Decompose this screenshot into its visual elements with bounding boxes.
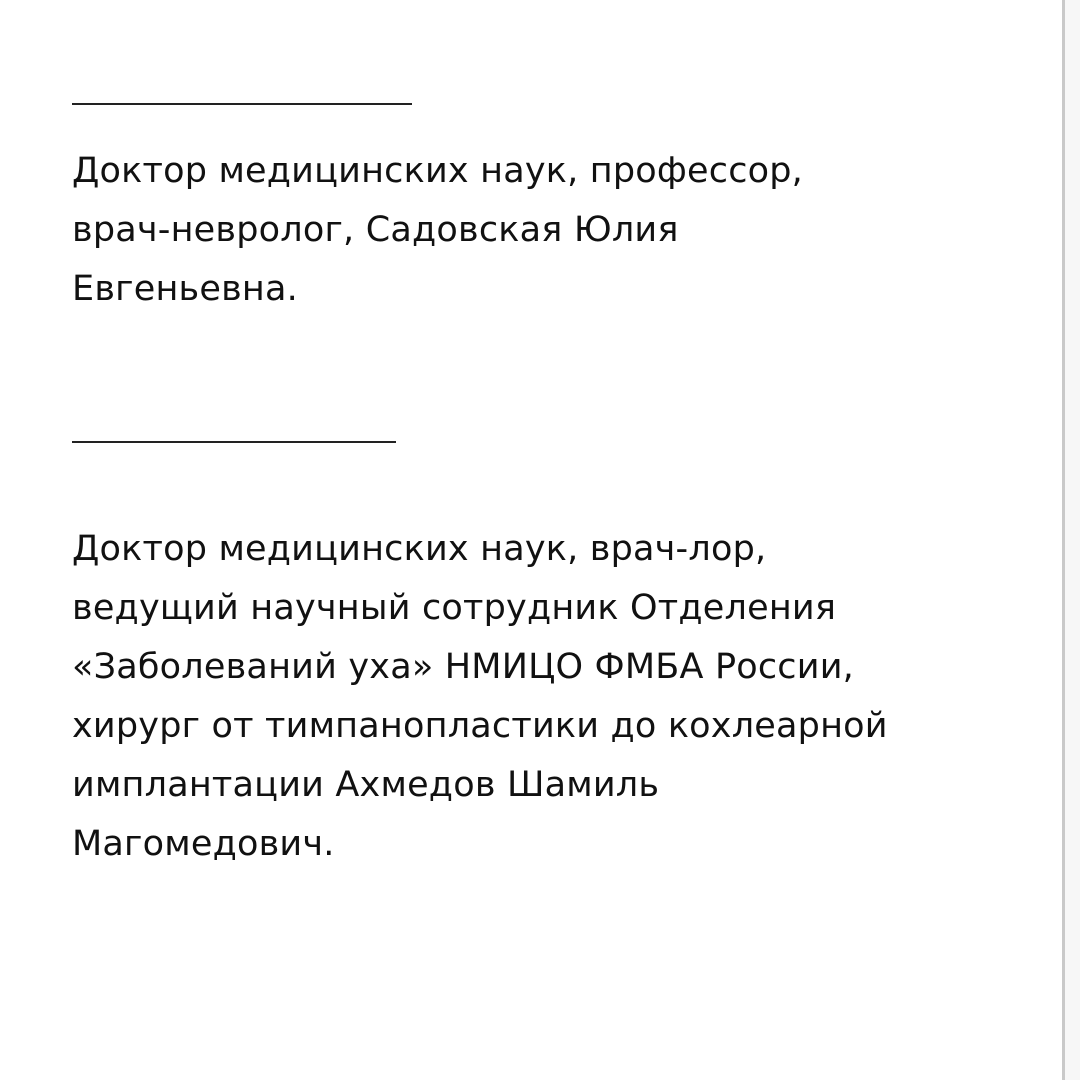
text-line: Магомедович. [72,824,335,864]
text-line: Евгеньевна. [72,269,298,309]
text-line: ведущий научный сотрудник Отделения [72,588,837,628]
text-line: хирург от тимпанопластики до кохлеарной [72,706,888,746]
text-line: врач-невролог, Садовская Юлия [72,210,679,250]
doctor-description-1 [72,142,803,319]
text-line: имплантации Ахмедов Шамиль [72,765,660,805]
text-line: Доктор медицинских наук, профессор, [72,151,803,191]
doctor-description-2 [72,520,888,874]
text-line: Доктор медицинских наук, врач-лор, [72,529,767,569]
separator-line [72,441,396,443]
text-line: «Заболеваний уха» НМИЦО ФМБА России, [72,647,854,687]
scrollbar[interactable] [1062,0,1080,1080]
separator-line [72,103,412,105]
